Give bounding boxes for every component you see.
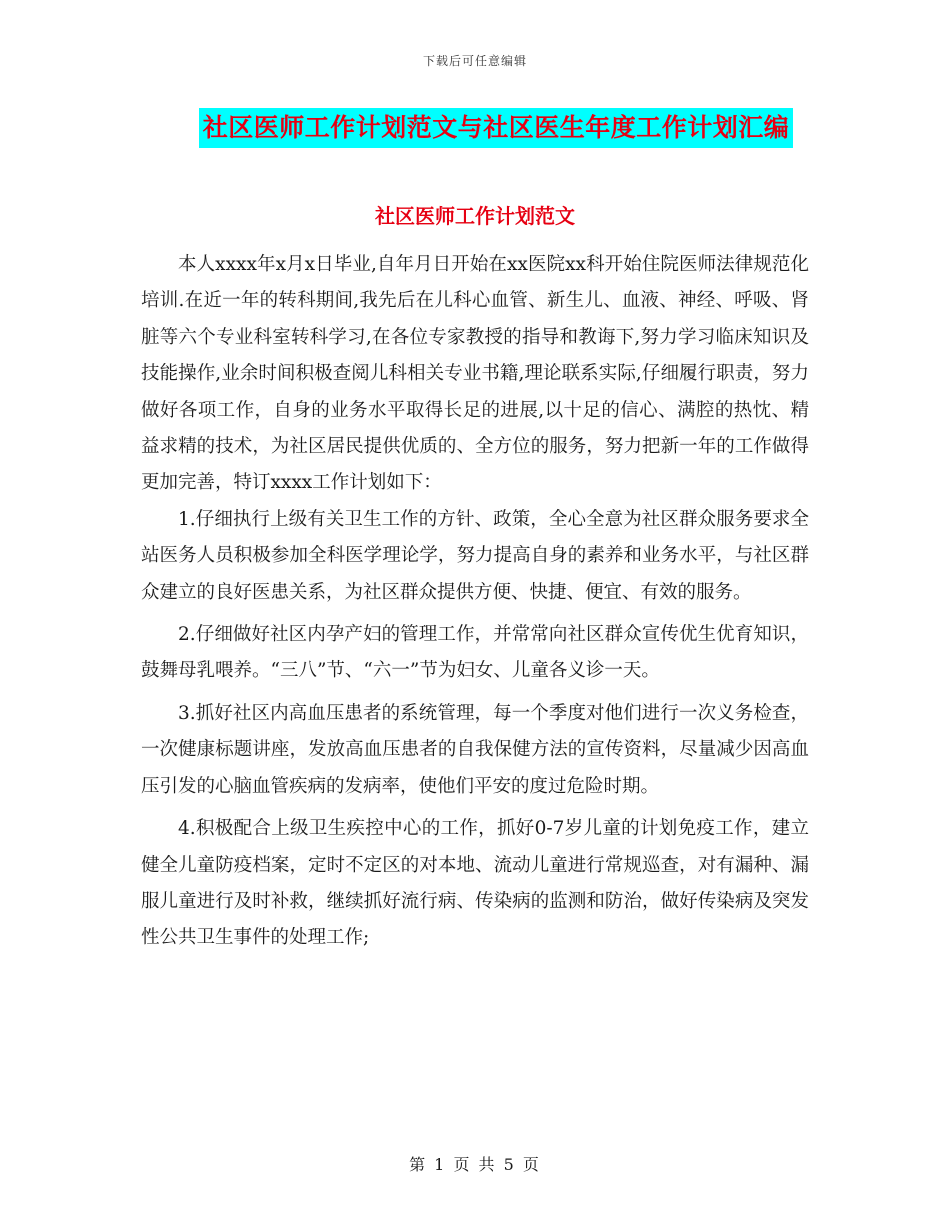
paragraph-item-3: 3.抓好社区内高血压患者的系统管理，每一个季度对他们进行一次义务检查，一次健康标题讲座，发放高血压患者的自我保健方法的宣传资料，尽量减少因高血压引发的心脑血管疾病的发病率，使他们平安的度过危险时期。 — [141, 702, 809, 797]
section-title: 社区医师工作计划范文 — [375, 204, 575, 228]
document-body — [141, 247, 809, 957]
paragraph-intro: 本人xxxx年x月x日毕业,自年月日开始在xx医院xx科开始住院医师法律规范化培训.在近一年的转科期间,我先后在儿科心血管、新生儿、血液、神经、呼吸、肾脏等六个专业科室转科学习,在各位专家教授的指导和教诲下,努力学习临床知识及技能操作,业余时间积极查阅儿科相关专业书籍,理论联系实际,仔细履行职责，努力做好各项工作，自身的业务水平取得长足的进展,以十足的信心、满腔的热忱、精益求精的技术，为社区居民提供优质的、全方位的服务，努力把新一年的工作做得更加完善，特订xxxx工作计划如下： — [141, 254, 809, 494]
page-number: 第 1 页 共 5 页 — [409, 1155, 541, 1174]
page-header-note: 下载后可任意编辑 — [422, 54, 527, 68]
main-title: 社区医师工作计划范文与社区医生年度工作计划汇编 — [199, 108, 794, 148]
paragraph-item-2: 2.仔细做好社区内孕产妇的管理工作，并常常向社区群众宣传优生优育知识，鼓舞母乳喂养。“三八”节、“六一”节为妇女、儿童各义诊一天。 — [141, 624, 809, 682]
paragraph-item-4: 4.积极配合上级卫生疾控中心的工作，抓好0-7岁儿童的计划免疫工作，建立健全儿童防疫档案，定时不定区的对本地、流动儿童进行常规巡查，对有漏种、漏服儿童进行及时补救，继续抓好流行病、传染病的监测和防治，做好传染病及突发性公共卫生事件的处理工作; — [141, 818, 809, 949]
main-title-container — [0, 108, 950, 148]
paragraph-item-1: 1.仔细执行上级有关卫生工作的方针、政策，全心全意为社区群众服务要求全站医务人员积极参加全科医学理论学，努力提高自身的素养和业务水平，与社区群众建立的良好医患关系，为社区群众提供方便、快捷、便宜、有效的服务。 — [141, 508, 809, 603]
